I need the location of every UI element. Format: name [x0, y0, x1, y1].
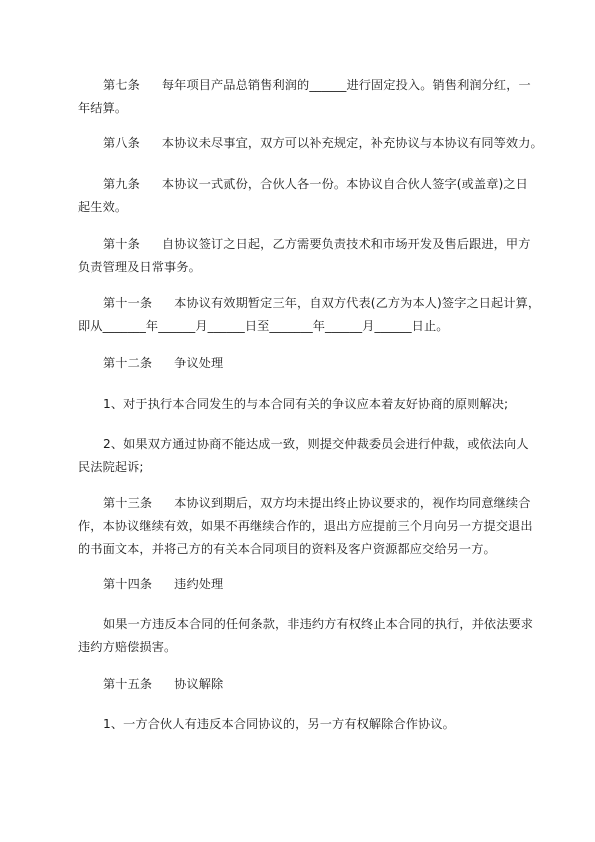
article-12-item-1 [78, 393, 528, 416]
article-9-text-line-2: 起生效。 [78, 200, 128, 214]
article-9-text-line-1: 本协议一式贰份，合伙人各一份。本协议自合伙人签字(或盖章)之日 [161, 177, 528, 191]
article-11 [78, 292, 541, 338]
article-14-title: 违约处理 [174, 577, 224, 591]
article-13 [78, 492, 533, 561]
article-15 [78, 673, 528, 696]
article-12-heading: 第十二条 [103, 356, 153, 370]
article-12-item-1-text: 1、对于执行本合同发生的与本合同有关的争议应本着友好协商的原则解决; [103, 397, 509, 411]
article-14 [78, 573, 528, 596]
article-11-heading: 第十一条 [103, 296, 153, 310]
article-10 [78, 233, 531, 279]
article-8 [78, 132, 543, 155]
article-14-body [78, 613, 534, 659]
article-15-title: 协议解除 [174, 677, 224, 691]
article-15-heading: 第十五条 [103, 677, 153, 691]
article-12-item-2-line-1: 2、如果双方通过协商不能达成一致，则提交仲裁委员会进行仲裁，或依法向人 [103, 437, 529, 451]
article-7 [78, 74, 531, 120]
article-12 [78, 352, 528, 375]
article-10-text-line-2: 负责管理及日常事务。 [78, 260, 201, 274]
article-10-text-line-1: 自协议签订之日起，乙方需要负责技术和市场开发及售后跟进，甲方 [161, 237, 531, 251]
article-14-heading: 第十四条 [103, 577, 153, 591]
article-15-item-1-text: 1、一方合伙人有违反本合同协议的，另一方有权解除合作协议。 [103, 717, 455, 731]
article-12-item-2-line-2: 民法院起诉; [78, 460, 144, 474]
article-14-body-line-2: 违约方赔偿损害。 [78, 640, 177, 654]
article-12-item-2 [78, 433, 528, 479]
article-10-heading: 第十条 [103, 237, 140, 251]
article-11-text-line-2: 即从_______年______月______日至_______年______月______日止。 [78, 319, 449, 333]
article-13-text-line-1: 本协议到期后，双方均未提出终止协议要求的，视作均同意继续合 [174, 496, 531, 510]
article-8-text: 本协议未尽事宜，双方可以补充规定，补充协议与本协议有同等效力。 [161, 136, 543, 150]
article-13-text-line-3: 的书面文本，并将己方的有关本合同项目的资料及客户资源都应交给另一方。 [78, 542, 496, 556]
article-7-text-line-1: 每年项目产品总销售利润的______进行固定投入。销售利润分红，一 [161, 78, 531, 92]
article-14-body-line-1: 如果一方违反本合同的任何条款，非违约方有权终止本合同的执行，并依法要求 [103, 617, 534, 631]
article-8-heading: 第八条 [103, 136, 140, 150]
article-15-item-1 [78, 713, 528, 736]
article-7-text-line-2: 年结算。 [78, 101, 128, 115]
article-9 [78, 173, 528, 219]
article-9-heading: 第九条 [103, 177, 140, 191]
article-13-heading: 第十三条 [103, 496, 153, 510]
article-11-text-line-1: 本协议有效期暂定三年，自双方代表(乙方为本人)签字之日起计算， [174, 296, 541, 310]
article-13-text-line-2: 作，本协议继续有效，如果不再继续合作的，退出方应提前三个月向另一方提交退出 [78, 519, 533, 533]
article-7-heading: 第七条 [103, 78, 140, 92]
article-12-title: 争议处理 [174, 356, 224, 370]
